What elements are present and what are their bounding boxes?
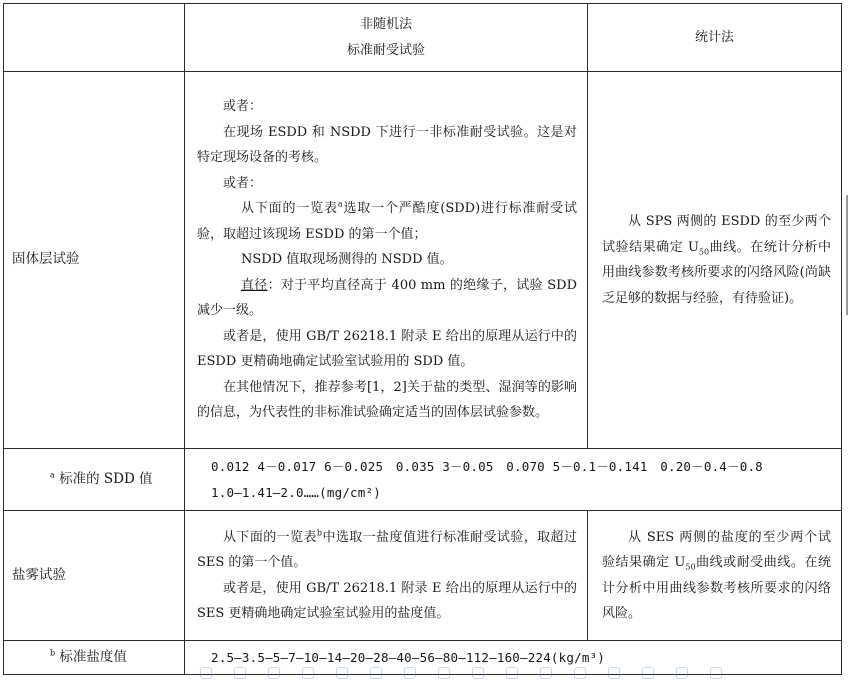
solid-diameter — [197, 273, 577, 324]
toolbar-icon-8[interactable] — [438, 667, 450, 679]
footnote-b-mark: b — [316, 528, 323, 538]
toolbar-icon-10[interactable] — [506, 667, 518, 679]
salt-fog-statistical-cell — [588, 511, 842, 641]
standard-sdd-row — [4, 449, 842, 511]
salt-fog-label: 盐雾试验 — [4, 511, 185, 641]
salt-select-b: 中选取一盐度值进行标准耐受试验，取超过 SES 的第一个值。 — [197, 529, 577, 570]
solid-other-cases: 在其他情况下，推荐参考[1，2]关于盐的类型、湿润等的影响的信息，为代表性的非标准试验确定适当的固体层试验参数。 — [197, 379, 577, 421]
salt-stat-sub: 50 — [685, 562, 696, 572]
solid-or-1: 或者： — [223, 99, 263, 115]
solid-nsdd: NSDD 值取现场测得的 NSDD 值。 — [241, 252, 453, 268]
solid-statistical-text — [602, 209, 831, 311]
solid-annex-e: 或者是，使用 GB/T 26218.1 附录 E 给出的原理从运行中的 ESDD 更精确地确定试验室试验用的 SDD 值。 — [197, 328, 577, 370]
standard-sdd-values-cell — [185, 449, 842, 511]
toolbar-icon-16[interactable] — [710, 667, 722, 679]
toolbar-icon-9[interactable] — [472, 667, 484, 679]
standard-sdd-label: 标准的 SDD 值 — [59, 470, 153, 487]
salt-annex-e: 或者是，使用 GB/T 26218.1 附录 E 给出的原理从运行中的 SES 更精确地确定试验室试验用的盐度值。 — [197, 580, 577, 621]
header-statistical-cell — [588, 4, 842, 72]
standards-table — [3, 3, 842, 675]
salt-stat-a: 从 SES 两侧的盐度的至少两个试验结果确定 U — [602, 529, 831, 570]
standard-salinity-label: 标准盐度值 — [59, 648, 127, 665]
toolbar-icon-5[interactable] — [336, 667, 348, 679]
solid-layer-label: 固体层试验 — [4, 72, 185, 449]
solid-stat-sub: 50 — [698, 247, 710, 257]
solid-stat-a: 从 SPS 两侧的 ESDD 的至少两个试验结果确定 U — [602, 214, 831, 255]
solid-select-sdd-b: 选取一个严酷度(SDD)进行标准耐受试验，取超过该现场 ESDD 的第一个值； — [197, 201, 577, 242]
sdd-footnote-mark: a — [50, 470, 55, 480]
scroll-indicator[interactable] — [846, 195, 848, 315]
header-nonrandom-title: 非随机法 — [359, 17, 412, 32]
salinity-values-line: 2.5—3.5—5—7—10—14—20—28—40—56—80—112—160—224(kg/m³) — [211, 649, 606, 665]
salinity-footnote-mark: b — [50, 648, 56, 658]
toolbar-icon-13[interactable] — [608, 667, 620, 679]
toolbar-icon-7[interactable] — [404, 667, 416, 679]
header-statistical-title: 统计法 — [694, 29, 734, 45]
solid-layer-nonrandom-cell — [185, 72, 588, 449]
salt-select-a: 从下面的一览表 — [223, 529, 317, 545]
sdd-values-line2: 1.0—1.41—2.0……(mg/cm²) — [211, 484, 381, 500]
toolbar-icon-1[interactable] — [200, 667, 212, 679]
header-row — [4, 4, 842, 72]
header-empty-cell — [4, 4, 185, 72]
salt-statistical-text — [602, 525, 831, 627]
toolbar-icon-2[interactable] — [234, 667, 246, 679]
solid-layer-statistical-cell — [588, 72, 842, 449]
toolbar-icon-6[interactable] — [370, 667, 382, 679]
toolbar-icon-15[interactable] — [676, 667, 688, 679]
toolbar-icon-4[interactable] — [302, 667, 314, 679]
diameter-term: 直径 — [241, 277, 268, 293]
salt-stat-b: 曲线或耐受曲线。在统计分析中用曲线参数考核所要求的闪络风险。 — [602, 555, 831, 621]
salt-fog-nonrandom-cell — [185, 511, 588, 641]
header-nonrandom-cell — [185, 4, 588, 72]
salt-fog-row — [4, 511, 842, 641]
solid-select-sdd-a: 从下面的一览表 — [241, 201, 338, 217]
toolbar-icon-11[interactable] — [540, 667, 552, 679]
standard-salinity-label-cell — [4, 641, 185, 675]
solid-layer-row — [4, 72, 842, 449]
faint-viewer-toolbar — [200, 666, 760, 680]
footnote-a-mark: a — [337, 199, 343, 209]
solid-stat-b: 曲线。在统计分析中用曲线参数考核所要求的闪络风险(尚缺乏足够的数据与经验，有待验证)。 — [602, 239, 831, 306]
toolbar-icon-3[interactable] — [268, 667, 280, 679]
sdd-values-line1: 0.012 4－0.017 6－0.025 0.035 3－0.05 0.070 5－0.1－0.141 0.20－0.4－0.8 — [211, 459, 763, 474]
solid-or-2: 或者： — [223, 175, 263, 191]
solid-select-sdd — [197, 196, 577, 247]
standard-sdd-label-cell — [4, 449, 185, 511]
diameter-text: ：对于平均直径高于 400 mm 的绝缘子，试验 SDD 减少一级。 — [197, 277, 577, 319]
solid-field-test: 在现场 ESDD 和 NSDD 下进行一非标准耐受试验。这是对特定现场设备的考核。 — [197, 124, 577, 166]
header-standard-withstand: 标准耐受试验 — [346, 42, 425, 58]
salt-select — [197, 525, 577, 576]
toolbar-icon-12[interactable] — [574, 667, 586, 679]
toolbar-icon-14[interactable] — [642, 667, 654, 679]
